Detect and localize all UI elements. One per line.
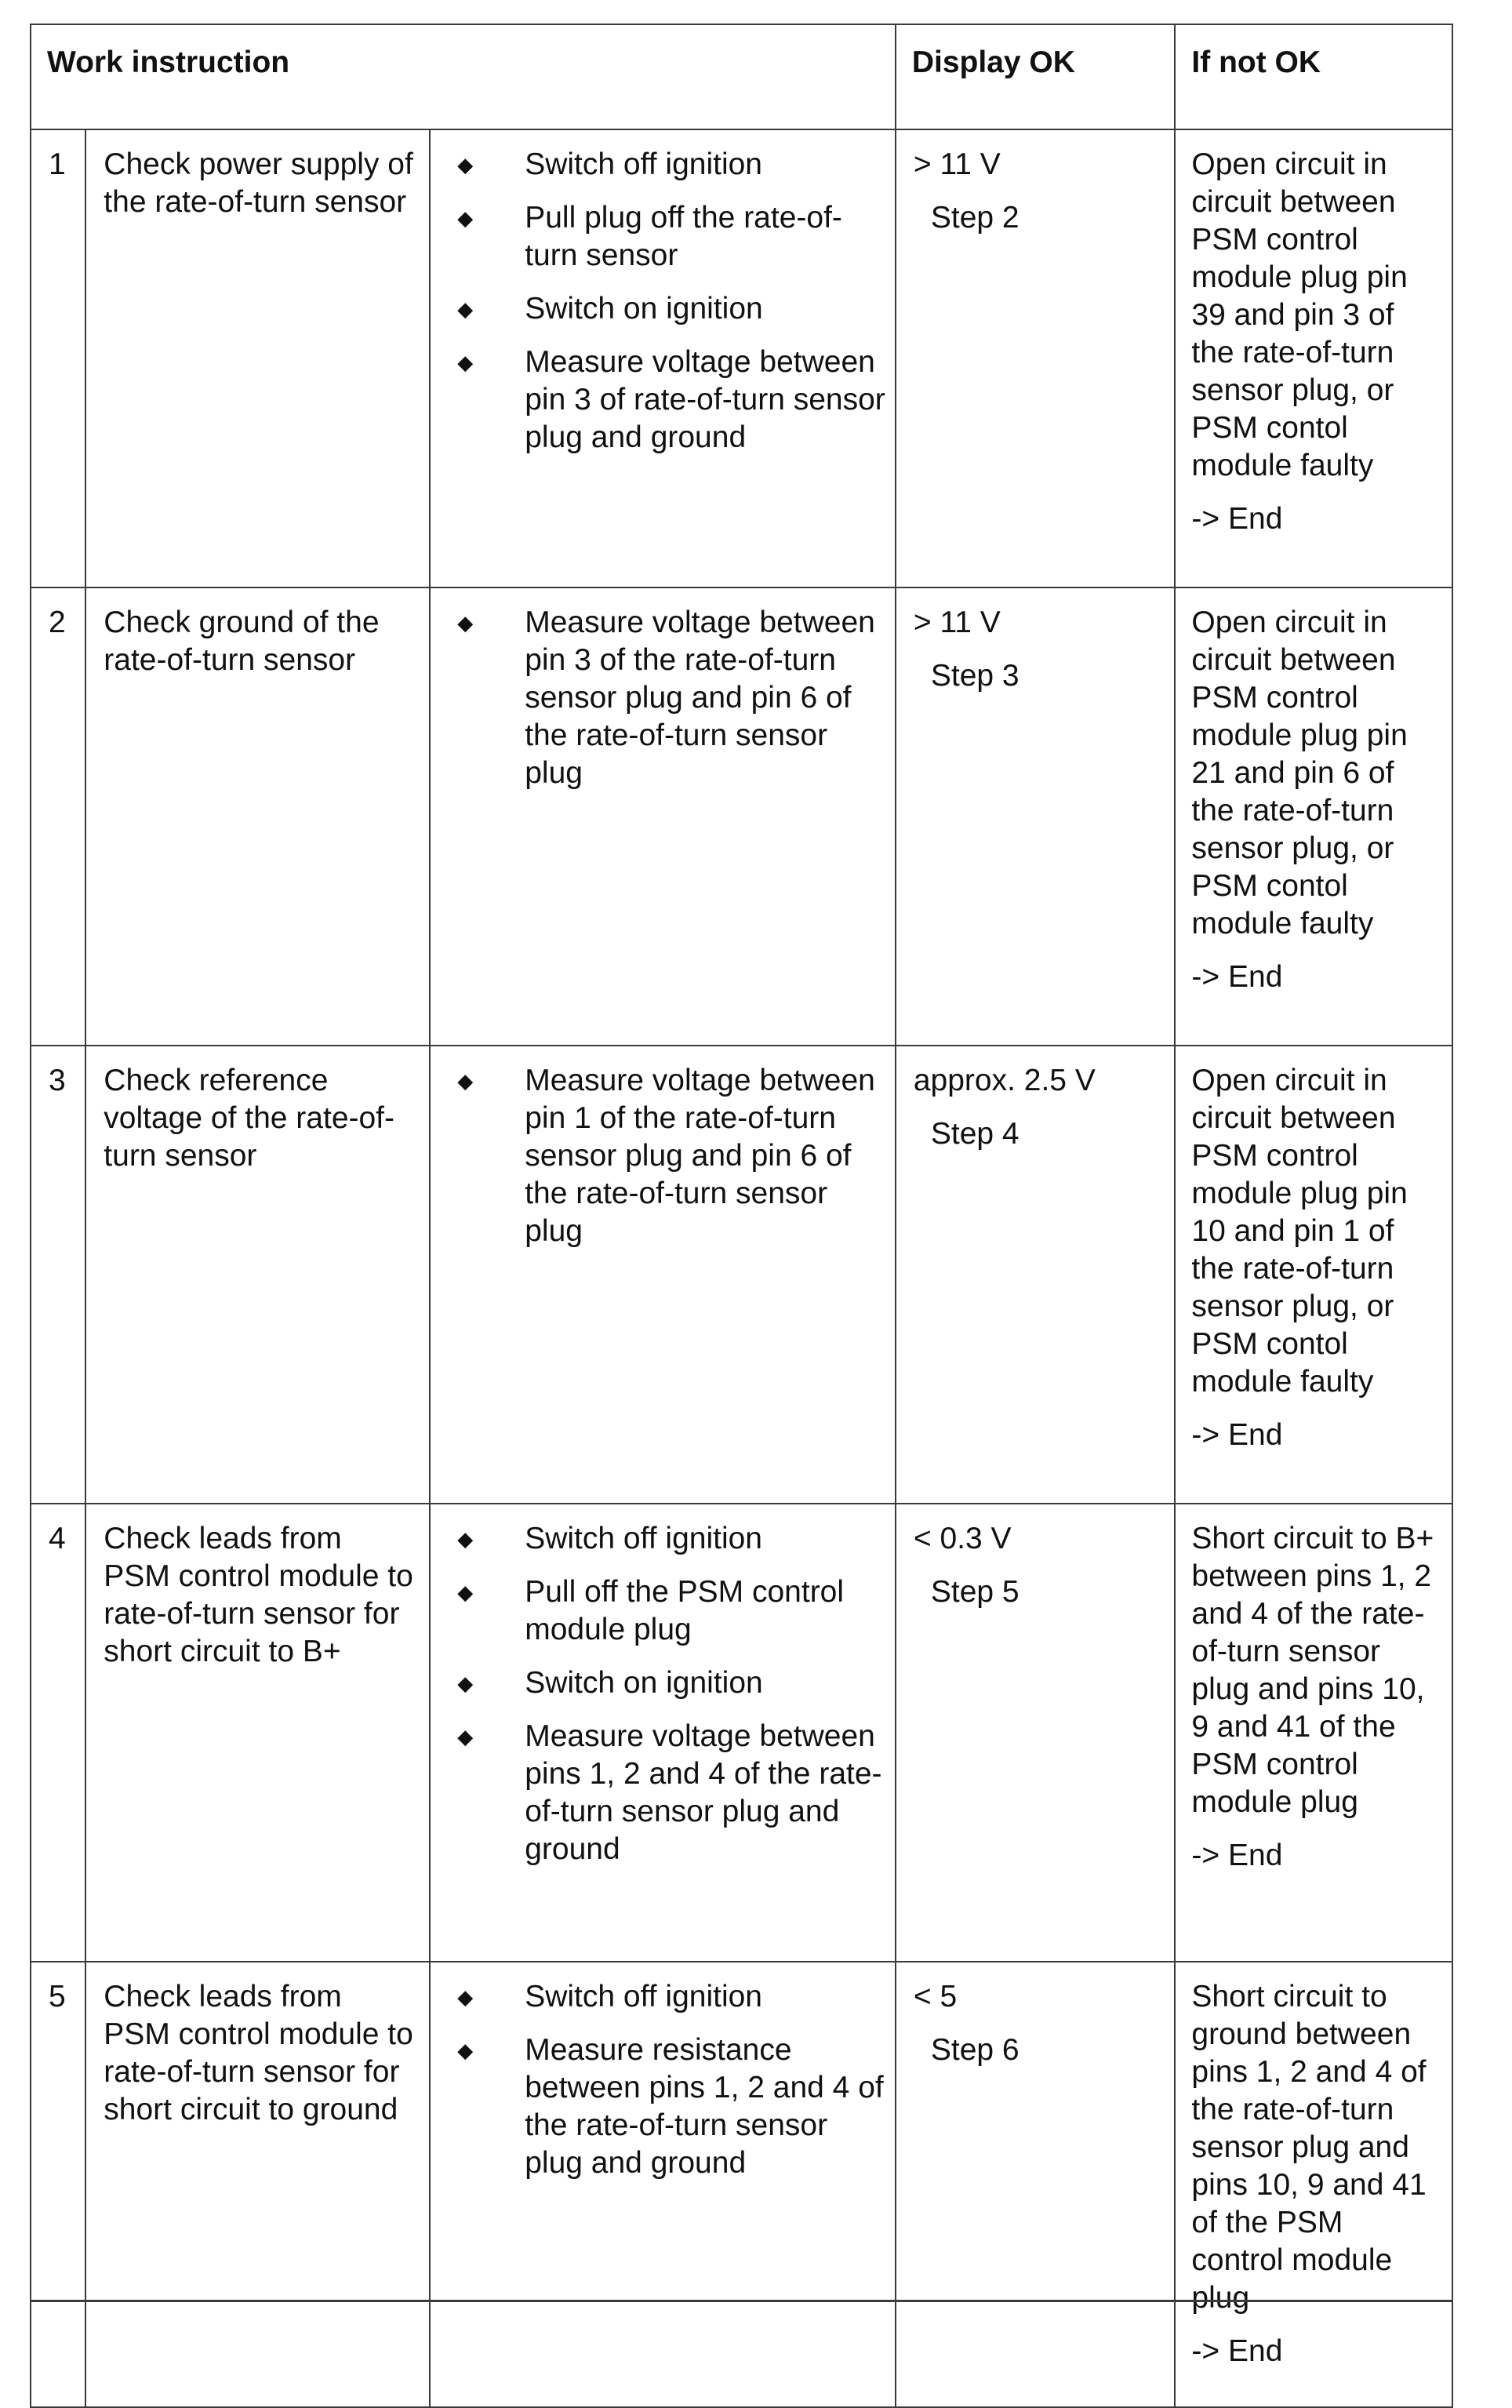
action-item	[446, 199, 885, 275]
action-list	[446, 1520, 885, 1868]
diamond-bullet-icon: ◆	[457, 1580, 474, 1604]
if-not-ok-cell	[1175, 1046, 1452, 1504]
bottom-divider	[30, 2300, 1453, 2302]
if-not-ok-cell	[1175, 1504, 1452, 1962]
diamond-bullet-icon: ◆	[457, 611, 474, 635]
action-list	[446, 604, 885, 792]
diamond-bullet-icon: ◆	[457, 153, 474, 176]
step-title: Check reference voltage of the rate-of-turn sensor	[85, 1046, 430, 1504]
action-item	[446, 604, 885, 792]
next-step: Step 6	[930, 2033, 1020, 2067]
if-not-ok-text: Open circuit in circuit between PSM control module plug pin 10 and pin 1 of the rate-of-turn sensor plug, or PSM contol module faulty	[1191, 1064, 1408, 1399]
table-row	[31, 1504, 1452, 1962]
action-text: Switch off ignition	[525, 1522, 763, 1555]
work-instruction-page	[30, 24, 1453, 2408]
step-actions	[430, 1504, 896, 1962]
step-number: 3	[31, 1046, 85, 1504]
step-number: 4	[31, 1504, 85, 1962]
step-number: 2	[31, 587, 85, 1046]
action-list	[446, 1978, 885, 2182]
diamond-bullet-icon: ◆	[457, 1069, 474, 1093]
diamond-bullet-icon: ◆	[457, 1671, 474, 1695]
action-list	[446, 146, 885, 457]
end-marker: -> End	[1191, 1418, 1283, 1452]
display-ok-cell	[896, 587, 1176, 1046]
end-marker: -> End	[1191, 1839, 1283, 1872]
next-step: Step 2	[930, 201, 1020, 235]
action-item	[446, 1978, 885, 2016]
action-text: Switch on ignition	[525, 1666, 763, 1700]
display-ok-cell	[896, 129, 1176, 587]
action-item	[446, 1573, 885, 1649]
display-ok-cell	[896, 1962, 1176, 2407]
action-text: Measure voltage between pin 1 of the rate-of-turn sensor plug and pin 6 of the rate-of-turn sensor plug	[525, 1064, 875, 1248]
step-number: 1	[31, 129, 85, 587]
action-text: Measure voltage between pin 3 of rate-of-turn sensor plug and ground	[525, 345, 885, 454]
display-ok-value: < 5	[913, 1980, 958, 2013]
step-title: Check ground of the rate-of-turn sensor	[85, 587, 430, 1046]
action-list	[446, 1062, 885, 1250]
action-text: Measure voltage between pin 3 of the rate-of-turn sensor plug and pin 6 of the rate-of-turn sensor plug	[525, 606, 875, 790]
action-item	[446, 1718, 885, 1868]
diamond-bullet-icon: ◆	[457, 1985, 474, 2009]
display-ok-cell	[896, 1046, 1176, 1504]
step-actions	[430, 1046, 896, 1504]
action-item	[446, 1664, 885, 1702]
action-item	[446, 2032, 885, 2182]
step-actions	[430, 587, 896, 1046]
diamond-bullet-icon: ◆	[457, 2039, 474, 2062]
table-row	[31, 587, 1452, 1046]
action-item	[446, 290, 885, 328]
next-step: Step 3	[930, 659, 1020, 693]
action-text: Switch on ignition	[525, 292, 763, 326]
step-number: 5	[31, 1962, 85, 2407]
step-actions	[430, 1962, 896, 2407]
diamond-bullet-icon: ◆	[457, 297, 474, 321]
action-text: Pull off the PSM control module plug	[525, 1575, 845, 1646]
display-ok-value: approx. 2.5 V	[913, 1064, 1096, 1097]
action-text: Measure resistance between pins 1, 2 and 4 of the rate-of-turn sensor plug and ground	[525, 2033, 884, 2180]
action-text: Measure voltage between pins 1, 2 and 4 of the rate-of-turn sensor plug and ground	[525, 1719, 882, 1866]
work-instruction-table	[30, 24, 1453, 2408]
table-body	[31, 129, 1452, 2407]
if-not-ok-text: Short circuit to ground between pins 1, 2 and 4 of the rate-of-turn sensor plug and pins 10, 9 and 41 of the PSM control module plug	[1191, 1980, 1427, 2315]
end-marker: -> End	[1191, 960, 1283, 994]
if-not-ok-cell	[1175, 129, 1452, 587]
diamond-bullet-icon: ◆	[457, 206, 474, 230]
if-not-ok-text: Open circuit in circuit between PSM control module plug pin 21 and pin 6 of the rate-of-turn sensor plug, or PSM contol module faulty	[1191, 606, 1408, 940]
diamond-bullet-icon: ◆	[457, 1527, 474, 1551]
action-text: Switch off ignition	[525, 147, 763, 181]
display-ok-cell	[896, 1504, 1176, 1962]
display-ok-value: > 11 V	[913, 606, 1001, 639]
table-row	[31, 129, 1452, 587]
if-not-ok-cell	[1175, 587, 1452, 1046]
display-ok-value: > 11 V	[913, 147, 1001, 181]
action-item	[446, 344, 885, 457]
if-not-ok-text: Open circuit in circuit between PSM control module plug pin 39 and pin 3 of the rate-of-turn sensor plug, or PSM contol module faulty	[1191, 147, 1408, 482]
diamond-bullet-icon: ◆	[457, 1725, 474, 1748]
next-step: Step 4	[930, 1117, 1020, 1151]
header-display-ok: Display OK	[896, 24, 1176, 129]
action-item	[446, 1062, 885, 1250]
if-not-ok-cell	[1175, 1962, 1452, 2407]
table-row	[31, 1962, 1452, 2407]
next-step: Step 5	[930, 1575, 1020, 1609]
step-title: Check power supply of the rate-of-turn sensor	[85, 129, 430, 587]
action-item	[446, 146, 885, 184]
table-row	[31, 1046, 1452, 1504]
action-text: Pull plug off the rate-of-turn sensor	[525, 201, 842, 272]
if-not-ok-text: Short circuit to B+ between pins 1, 2 and 4 of the rate-of-turn sensor plug and pins 10, 9 and 41 of the PSM control module plug	[1191, 1522, 1434, 1819]
display-ok-value: < 0.3 V	[913, 1522, 1012, 1555]
action-item	[446, 1520, 885, 1558]
header-work-instruction: Work instruction	[31, 24, 896, 129]
table-header-row	[31, 24, 1452, 129]
header-if-not-ok: If not OK	[1175, 24, 1452, 129]
end-marker: -> End	[1191, 502, 1283, 536]
step-actions	[430, 129, 896, 587]
step-title: Check leads from PSM control module to rate-of-turn sensor for short circuit to B+	[85, 1504, 430, 1962]
end-marker: -> End	[1191, 2334, 1283, 2368]
action-text: Switch off ignition	[525, 1980, 763, 2013]
step-title: Check leads from PSM control module to rate-of-turn sensor for short circuit to ground	[85, 1962, 430, 2407]
diamond-bullet-icon: ◆	[457, 351, 474, 374]
